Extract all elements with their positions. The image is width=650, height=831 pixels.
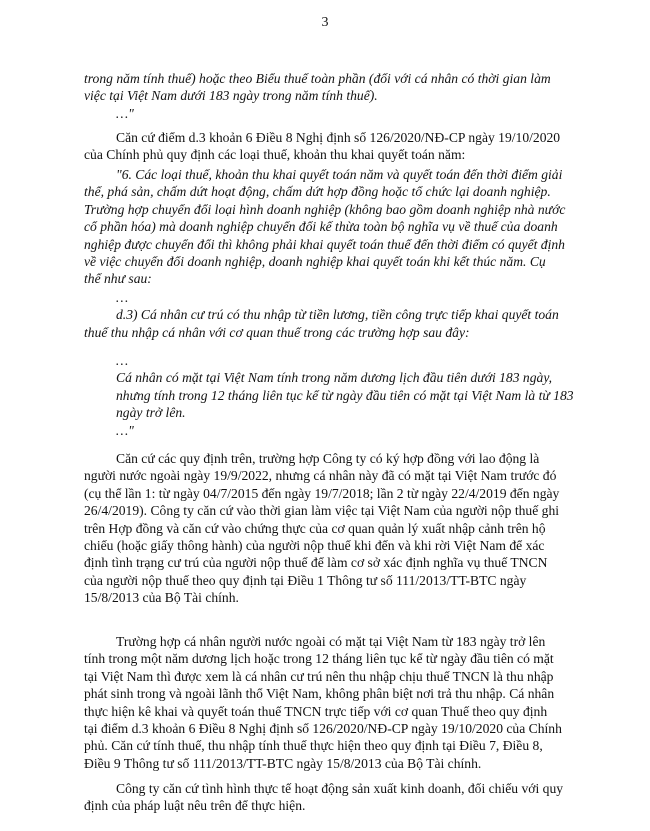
basis-decree-paragraph [84, 129, 614, 164]
text-line: thể như sau: [84, 271, 152, 287]
text-line: cổ phần hóa) mà doanh nghiệp chuyển đổi kế thừa toàn bộ nghĩa vụ về thuế của doanh [84, 219, 558, 235]
text-line: Trường hợp cá nhân người nước ngoài có mặt tại Việt Nam từ 183 ngày trở lên [116, 634, 546, 649]
text-line: Công ty căn cứ tình hình thực tế hoạt động sản xuất kinh doanh, đối chiếu với quy [116, 781, 564, 796]
text-line: về việc chuyển đổi doanh nghiệp, doanh nghiệp khai quyết toán khi kết thúc năm. Cụ [84, 254, 546, 270]
text-line: định tình trạng cư trú của người nộp thuế để làm cơ sở xác định nghĩa vụ thuế TNCN [84, 555, 548, 571]
text-line: …" [116, 105, 134, 121]
decree-quote-183-days [84, 352, 614, 439]
text-line: tại điểm d.3 khoản 6 Điều 8 Nghị định số 126/2020/NĐ-CP ngày 19/10/2020 của Chính [84, 721, 562, 737]
text-line: việc tại Việt Nam dưới 183 ngày trong năm tính thuế). [84, 88, 378, 104]
text-line: Trường hợp chuyển đổi loại hình doanh nghiệp (không bao gồm doanh nghiệp nhà nước [84, 201, 566, 217]
text-line: "6. Các loại thuế, khoản thu khai quyết toán năm và quyết toán đến thời điểm giải [116, 167, 563, 182]
text-line: thuế thu nhập cá nhân với cơ quan thuế trong các trường hợp sau đây: [84, 324, 470, 340]
text-line: … [116, 290, 129, 305]
text-line: … [116, 353, 129, 368]
text-line: d.3) Cá nhân cư trú có thu nhập từ tiền lương, tiền công trực tiếp khai quyết toán [116, 307, 559, 323]
text-line: của Chính phủ quy định các loại thuế, khoản thu khai quyết toán năm: [84, 147, 466, 163]
text-line: trên Hợp đồng và căn cứ vào chứng thực của cơ quan quản lý xuất nhập cảnh trên hộ [84, 520, 546, 536]
quote-tail [84, 70, 614, 122]
text-line: trong năm tính thuế) hoặc theo Biểu thuế toàn phần (đối với cá nhân có thời gian làm [84, 71, 551, 86]
company-case-paragraph [84, 450, 614, 607]
text-line: Cá nhân có mặt tại Việt Nam tính trong năm dương lịch đầu tiên dưới 183 ngày, [116, 370, 552, 386]
text-line: 15/8/2013 của Bộ Tài chính. [84, 590, 239, 606]
text-line: phát sinh trong và ngoài lãnh thổ Việt Nam, không phân biệt nơi trả thu nhập. Cá nhân [84, 686, 555, 702]
text-line: ngày trở lên. [116, 405, 186, 421]
text-line: thực hiện kê khai và quyết toán thuế TNCN trực tiếp với cơ quan Thuế theo quy định [84, 703, 548, 719]
text-line: 26/4/2019). Công ty căn cứ vào thời gian làm việc tại Việt Nam của người nộp thuế ghi [84, 503, 560, 519]
text-line: tại Việt Nam thì được xem là cá nhân cư trú nên thu nhập chịu thuế TNCN là thu nhập [84, 668, 554, 684]
decree-quote-d3 [84, 289, 614, 341]
decree-quote-clause-6 [84, 166, 614, 288]
text-line: tính trong một năm dương lịch hoặc trong 12 tháng liên tục kể từ ngày đầu tiên có mặt [84, 651, 554, 667]
text-line: (cụ thể lần 1: từ ngày 04/7/2015 đến ngày 19/7/2018; lần 2 từ ngày 22/4/2019 đến ngày [84, 485, 560, 501]
foreigner-case-paragraph [84, 633, 614, 772]
text-line: Điều 9 Thông tư số 111/2013/TT-BTC ngày 15/8/2013 của Bộ Tài chính. [84, 755, 482, 771]
text-line: …" [116, 422, 134, 438]
page-number: 3 [321, 15, 329, 30]
text-line: nghiệp được chuyển đổi thì không phải khai quyết toán thuế đến thời điểm có quyết định [84, 236, 565, 252]
text-line: thể, phá sản, chấm dứt hoạt động, chấm dứt hợp đồng hoặc tổ chức lại doanh nghiệp. [84, 184, 551, 200]
text-line: nhưng tính trong 12 tháng liên tục kể từ ngày đầu tiên có mặt tại Việt Nam là từ 183 [116, 387, 574, 403]
text-line: Căn cứ điểm d.3 khoản 6 Điều 8 Nghị định số 126/2020/NĐ-CP ngày 19/10/2020 [116, 130, 561, 145]
text-line: phủ. Căn cứ tính thuế, thu nhập tính thuế thực hiện theo quy định tại Điều 7, Điều 8, [84, 738, 543, 754]
text-line: người nước ngoài ngày 19/9/2022, nhưng cá nhân này đã có mặt tại Việt Nam trước đó [84, 468, 557, 484]
text-line: Căn cứ các quy định trên, trường hợp Công ty có ký hợp đồng với lao động là [116, 451, 540, 466]
text-line: chiếu (hoặc giấy thông hành) của người nộp thuế khi đến và khi rời Việt Nam để xác [84, 538, 545, 554]
conclusion-paragraph [84, 780, 614, 815]
text-line: của người nộp thuế theo quy định tại Điều 1 Thông tư số 111/2013/TT-BTC ngày [84, 572, 527, 588]
text-line: định của pháp luật nêu trên để thực hiện. [84, 798, 306, 814]
